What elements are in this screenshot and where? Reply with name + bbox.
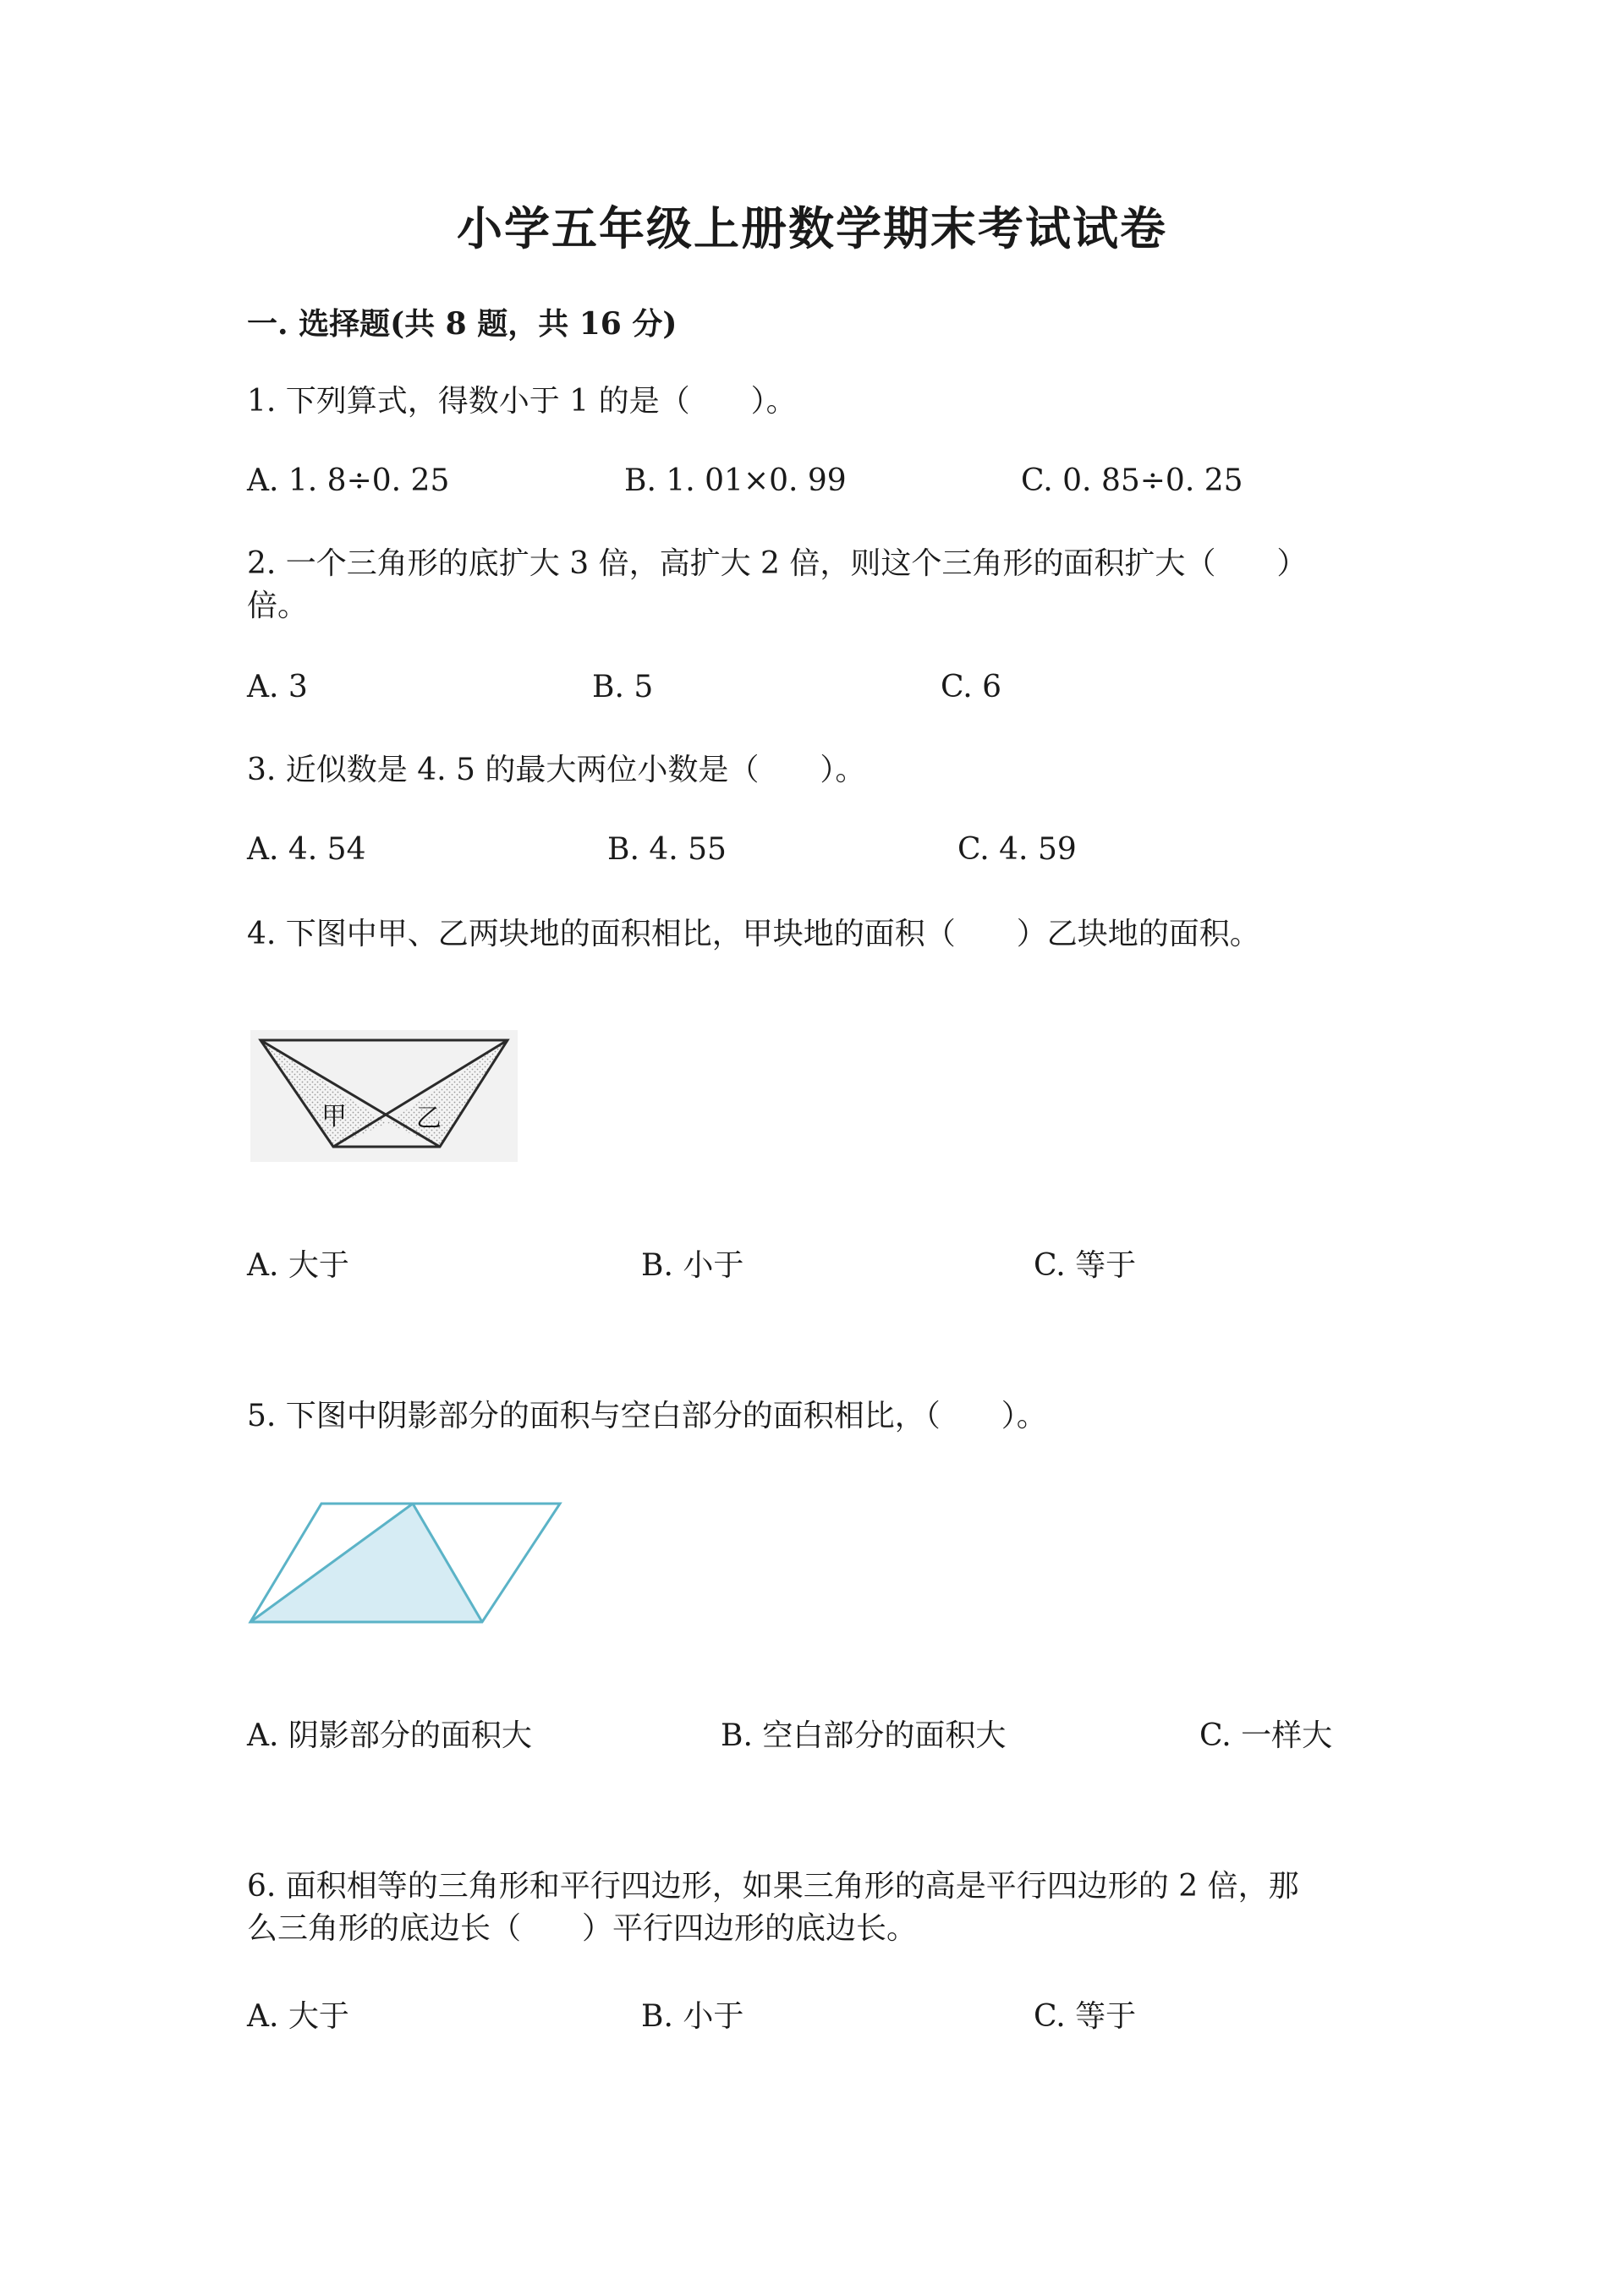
question-2-text-line1: 2. 一个三角形的底扩大 3 倍，高扩大 2 倍，则这个三角形的面积扩大（ ） [247, 546, 1308, 581]
question-5-option-b: B. 空白部分的面积大 [721, 1718, 1007, 1753]
question-5-text: 5. 下图中阴影部分的面积与空白部分的面积相比，（ ）。 [247, 1399, 1047, 1433]
page-title: 小学五年级上册数学期末考试试卷 [457, 201, 1167, 255]
question-3-option-b: B. 4. 55 [607, 832, 727, 867]
question-4-text: 4. 下图中甲、乙两块地的面积相比，甲块地的面积（ ）乙块地的面积。 [247, 917, 1260, 951]
question-4-option-b: B. 小于 [641, 1248, 744, 1283]
figure-4-background [250, 1030, 518, 1162]
question-4-option-a: A. 大于 [247, 1248, 349, 1283]
question-3-text: 3. 近似数是 4. 5 的最大两位小数是（ ）。 [247, 753, 866, 787]
figure-label-甲: 甲 [321, 1102, 347, 1132]
question-4-figure [250, 1030, 518, 1162]
question-3-option-a: A. 4. 54 [247, 832, 366, 867]
question-1-text: 1. 下列算式，得数小于 1 的是（ ）。 [247, 384, 797, 419]
question-1-option-a: A. 1. 8÷0. 25 [247, 463, 450, 498]
question-2-option-a: A. 3 [247, 670, 308, 704]
question-6-option-c: C. 等于 [1034, 1999, 1137, 2034]
question-6-text-line1: 6. 面积相等的三角形和平行四边形，如果三角形的高是平行四边形的 2 倍，那 [247, 1869, 1299, 1904]
question-2-option-c: C. 6 [941, 670, 1002, 704]
figure-label-乙: 乙 [416, 1104, 442, 1133]
question-5-option-c: C. 一样大 [1199, 1718, 1333, 1753]
question-6-option-b: B. 小于 [641, 1999, 744, 2034]
question-2-text-line2: 倍。 [247, 589, 309, 623]
question-4-option-c: C. 等于 [1034, 1248, 1137, 1283]
question-6-text-line2: 么三角形的底边长（ ）平行四边形的底边长。 [247, 1911, 918, 1946]
question-1-option-c: C. 0. 85÷0. 25 [1021, 463, 1243, 498]
question-3-option-c: C. 4. 59 [957, 832, 1077, 867]
question-5-figure [244, 1500, 567, 1629]
question-2-option-b: B. 5 [592, 670, 654, 704]
question-6-option-a: A. 大于 [247, 1999, 349, 2034]
question-1-option-b: B. 1. 01×0. 99 [624, 463, 847, 498]
question-5-option-a: A. 阴影部分的面积大 [247, 1718, 532, 1753]
section-heading: 一. 选择题(共 8 题，共 16 分) [247, 306, 678, 342]
